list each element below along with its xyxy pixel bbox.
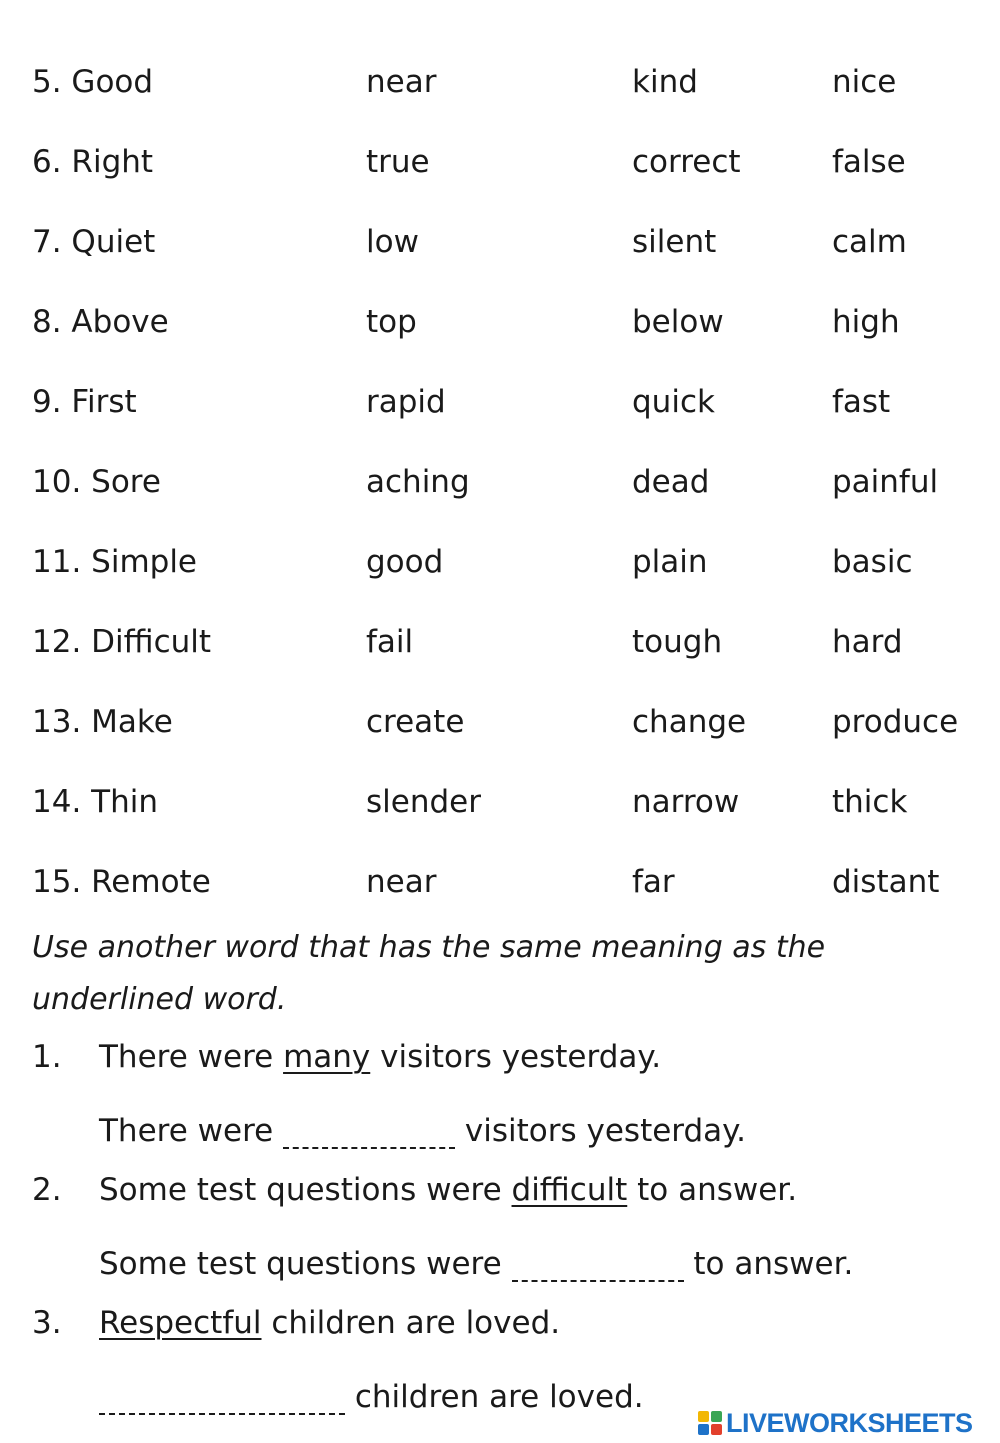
liveworksheets-logo-icon xyxy=(698,1411,722,1435)
answer-blank-input[interactable] xyxy=(99,1385,345,1415)
option-word[interactable]: good xyxy=(366,544,444,580)
option-word[interactable]: dead xyxy=(632,464,710,500)
sentence-text: There were xyxy=(99,1113,284,1149)
target-word: 13. Make xyxy=(32,704,173,740)
option-word[interactable]: silent xyxy=(632,224,717,260)
option-word[interactable]: basic xyxy=(832,544,913,580)
instruction-line: Use another word that has the same meaning as the xyxy=(32,930,826,965)
option-word[interactable]: far xyxy=(632,864,675,900)
question-sentence xyxy=(99,1170,797,1210)
sentence-text: visitors yesterday. xyxy=(370,1039,662,1075)
target-word: 9. First xyxy=(32,384,137,420)
synonym-row xyxy=(0,782,1000,822)
answer-sentence xyxy=(99,1244,979,1284)
target-word: 10. Sore xyxy=(32,464,161,500)
sentence-text: children are loved. xyxy=(345,1379,644,1415)
sentence-text: There were xyxy=(99,1039,284,1075)
option-word[interactable]: thick xyxy=(832,784,908,820)
logo-square xyxy=(698,1411,709,1422)
option-word[interactable]: fast xyxy=(832,384,891,420)
question-sentence xyxy=(99,1303,560,1343)
answer-blank-input[interactable] xyxy=(512,1252,684,1282)
option-word[interactable]: create xyxy=(366,704,465,740)
synonym-row xyxy=(0,302,1000,342)
sentence-text: to answer. xyxy=(627,1172,798,1208)
logo-square xyxy=(698,1424,709,1435)
synonym-row xyxy=(0,542,1000,582)
target-word: 8. Above xyxy=(32,304,169,340)
sentence-text: children are loved. xyxy=(261,1305,561,1341)
option-word[interactable]: plain xyxy=(632,544,708,580)
option-word[interactable]: near xyxy=(366,864,437,900)
question-number: 1. xyxy=(32,1039,62,1075)
sentence-text: Some test questions were xyxy=(99,1172,512,1208)
option-word[interactable]: aching xyxy=(366,464,470,500)
option-word[interactable]: slender xyxy=(366,784,481,820)
question xyxy=(32,1170,972,1210)
option-word[interactable]: kind xyxy=(632,64,698,100)
option-word[interactable]: narrow xyxy=(632,784,740,820)
underlined-word: Respectful xyxy=(99,1305,262,1341)
option-word[interactable]: nice xyxy=(832,64,897,100)
option-word[interactable]: change xyxy=(632,704,747,740)
sentence-text: to answer. xyxy=(683,1246,854,1282)
option-word[interactable]: quick xyxy=(632,384,715,420)
option-word[interactable]: low xyxy=(366,224,419,260)
option-word[interactable]: rapid xyxy=(366,384,446,420)
option-word[interactable]: top xyxy=(366,304,417,340)
question xyxy=(32,1037,972,1077)
target-word: 15. Remote xyxy=(32,864,211,900)
option-word[interactable]: fail xyxy=(366,624,414,660)
option-word[interactable]: calm xyxy=(832,224,907,260)
option-word[interactable]: false xyxy=(832,144,906,180)
sentence-text: Some test questions were xyxy=(99,1246,512,1282)
logo-text: LIVEWORKSHEETS xyxy=(726,1407,973,1438)
target-word: 11. Simple xyxy=(32,544,198,580)
logo-square xyxy=(711,1411,722,1422)
question xyxy=(32,1303,972,1343)
option-word[interactable]: tough xyxy=(632,624,723,660)
answer-blank-input[interactable] xyxy=(283,1119,455,1149)
synonym-row xyxy=(0,62,1000,102)
option-word[interactable]: produce xyxy=(832,704,959,740)
synonym-row xyxy=(0,462,1000,502)
target-word: 6. Right xyxy=(32,144,154,180)
option-word[interactable]: true xyxy=(366,144,430,180)
instruction-line: underlined word. xyxy=(32,982,287,1017)
synonym-row xyxy=(0,622,1000,662)
option-word[interactable]: hard xyxy=(832,624,903,660)
sentence-text: visitors yesterday. xyxy=(455,1113,746,1149)
option-word[interactable]: high xyxy=(832,304,900,340)
question-number: 3. xyxy=(32,1305,62,1341)
target-word: 12. Difficult xyxy=(32,624,212,660)
synonym-row xyxy=(0,862,1000,902)
option-word[interactable]: correct xyxy=(632,144,741,180)
option-word[interactable]: below xyxy=(632,304,724,340)
question-sentence xyxy=(99,1037,661,1077)
target-word: 5. Good xyxy=(32,64,154,100)
target-word: 14. Thin xyxy=(32,784,158,820)
question-number: 2. xyxy=(32,1172,62,1208)
logo-square xyxy=(711,1424,722,1435)
synonym-row xyxy=(0,702,1000,742)
liveworksheets-logo[interactable] xyxy=(698,1408,973,1438)
underlined-word: difficult xyxy=(511,1172,628,1208)
target-word: 7. Quiet xyxy=(32,224,156,260)
option-word[interactable]: distant xyxy=(832,864,940,900)
option-word[interactable]: painful xyxy=(832,464,939,500)
answer-sentence xyxy=(99,1111,979,1151)
option-word[interactable]: near xyxy=(366,64,437,100)
synonym-row xyxy=(0,142,1000,182)
synonym-row xyxy=(0,222,1000,262)
synonym-row xyxy=(0,382,1000,422)
underlined-word: many xyxy=(283,1039,371,1075)
